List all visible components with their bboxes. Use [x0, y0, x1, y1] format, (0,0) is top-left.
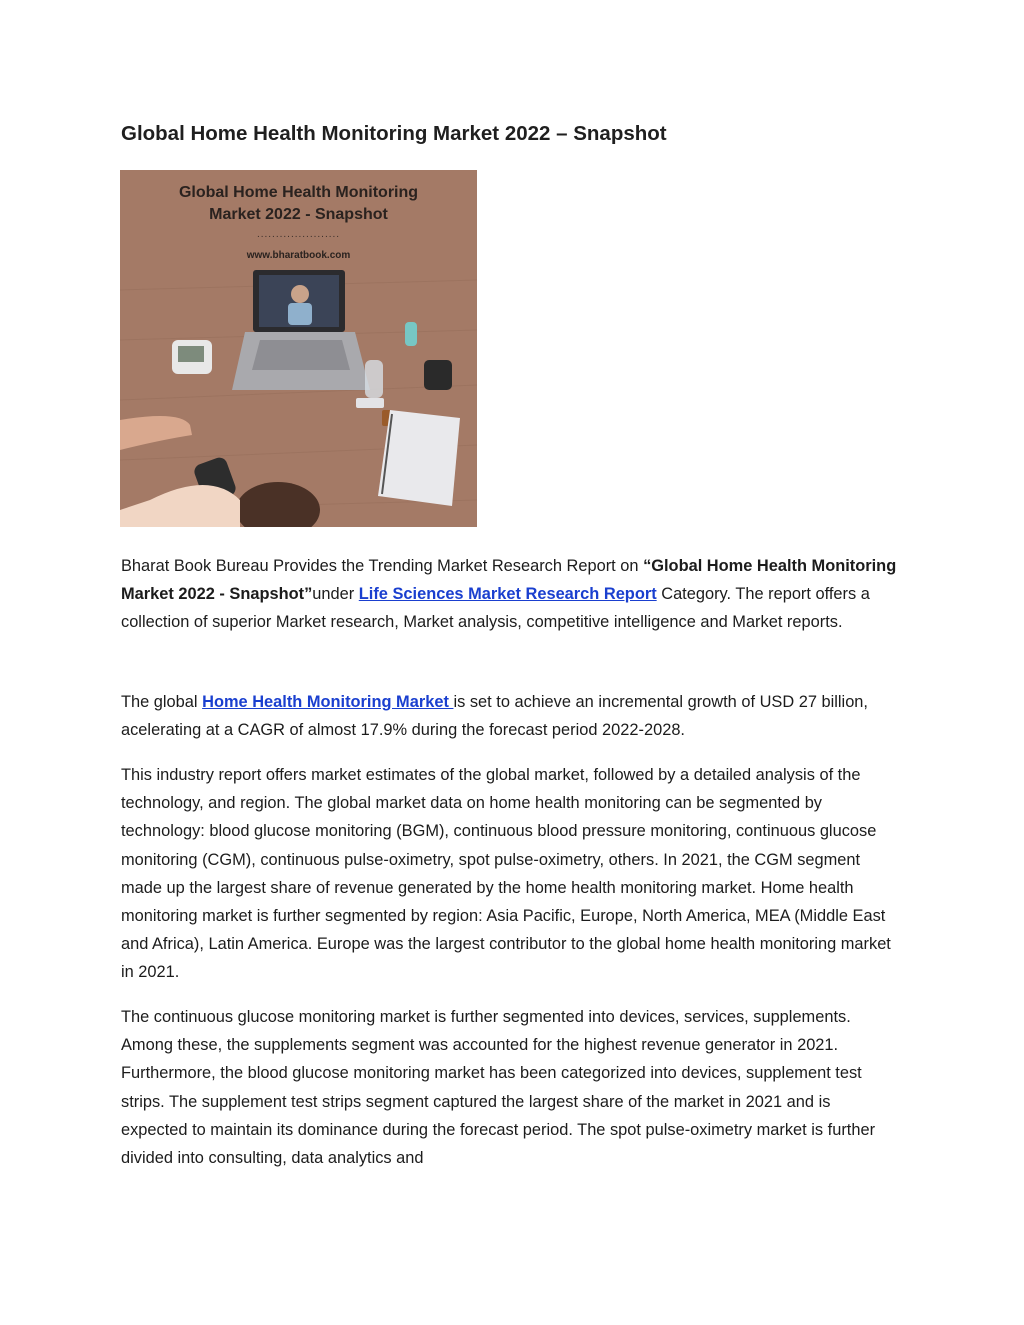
report-title-bold: “Global Home Health Monitoring Market 2022 - Snapshot” [121, 557, 897, 604]
intro-text-c: Category. The report offers a collection of superior Market research, Market analysis, competitive intelligence and Market reports. [121, 585, 870, 632]
hero-dots: ...................... [256, 229, 341, 240]
hero-title [120, 182, 477, 226]
page-title: Global Home Health Monitoring Market 2022 – Snapshot [121, 122, 667, 145]
hero-title-line-1: Global Home Health Monitoring [178, 184, 419, 201]
segmentation-paragraph: This industry report offers market estimates of the global market, followed by a detailed analysis of the technology, and region. The global market data on home health monitoring can be segmented by technology: blood glucose monitoring (BGM), continuous blood pressure monitoring, continuous glucose monitoring (CGM), continuous pulse-oximetry, spot pulse-oximetry, others. In 2021, the CGM segment made up the largest share of revenue generated by the home health monitoring market. Home health monitoring market is further segmented by region: Asia Pacific, Europe, North America, MEA (Middle East and Africa), Latin America. Europe was the largest contributor to the global home health monitoring market in 2021. [121, 766, 891, 982]
hero-image [120, 170, 477, 527]
life-sciences-link[interactable]: Life Sciences Market Research Report [358, 585, 657, 604]
hero-url: www.bharatbook.com [246, 250, 351, 261]
growth-paragraph [121, 688, 901, 744]
home-health-monitoring-link[interactable]: Home Health Monitoring Market [202, 693, 454, 711]
hero-title-line-2: Market 2022 - Snapshot [209, 206, 388, 223]
growth-text-b: is set to achieve an incremental growth of USD 27 billion, acelerating at a CAGR of almost 17.9% during the forecast period 2022-2028. [121, 693, 868, 740]
growth-text-a: The global [121, 693, 203, 711]
intro-text-a: Bharat Book Bureau Provides the Trending Market Research Report on [121, 557, 644, 575]
intro-text-b: under [312, 585, 359, 604]
intro-paragraph [121, 552, 901, 637]
cgm-paragraph: The continuous glucose monitoring market is further segmented into devices, services, supplements. Among these, the supplements segment was accounted for the highest revenue generator in 2021. Furthermore, the blood glucose monitoring market has been categorized into devices, supplement test strips. The supplement test strips segment captured the largest share of the market in 2021 and is expected to maintain its dominance during the forecast period. The spot pulse-oximetry market is further divided into consulting, data analytics and [121, 1008, 876, 1168]
